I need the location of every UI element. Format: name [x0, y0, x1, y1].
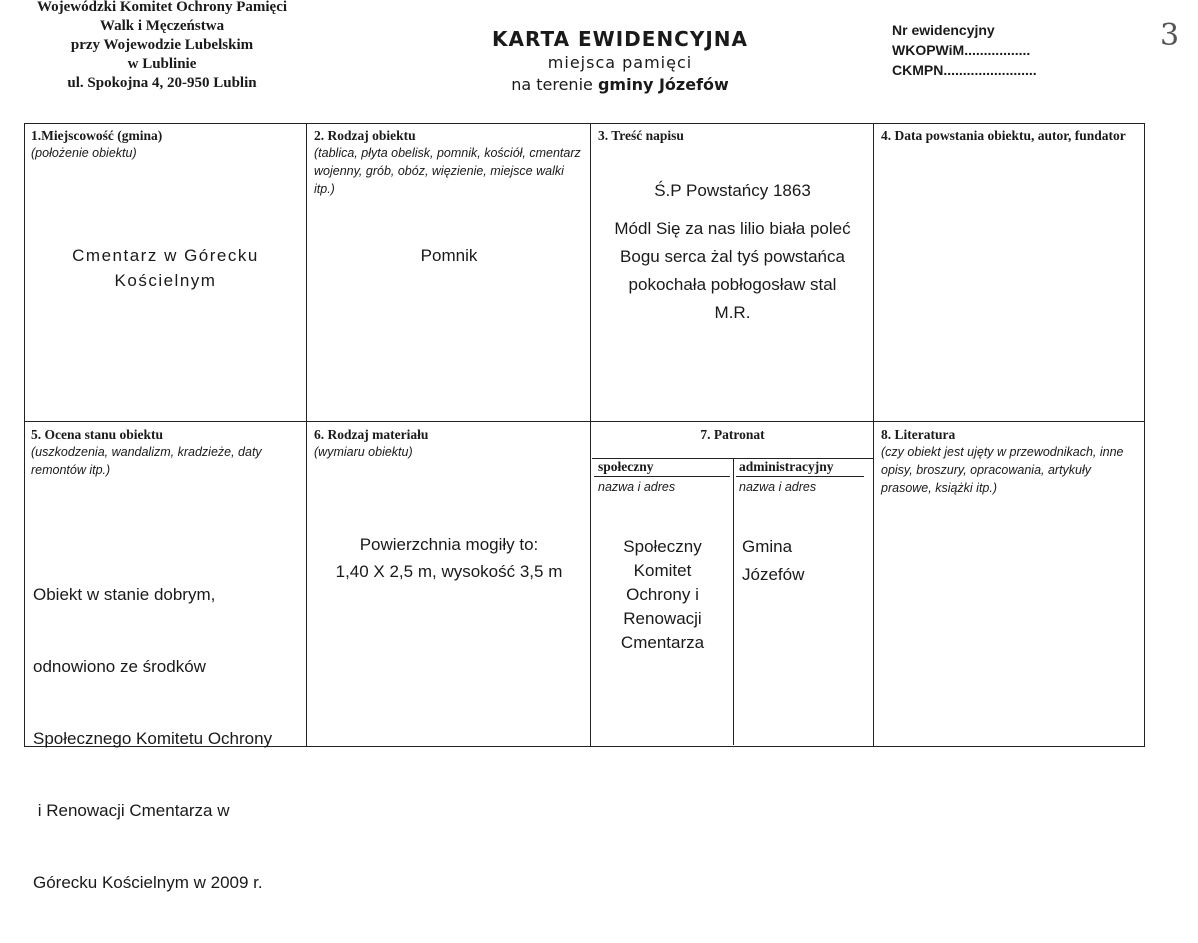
patronage-social-line: Społeczny	[623, 537, 702, 556]
org-line: ul. Spokojna 4, 20-950 Lublin	[67, 75, 257, 91]
patronage-admin-label: administracyjny	[739, 459, 834, 474]
section-heading: 4. Data powstania obiektu, autor, fundator	[881, 128, 1126, 143]
location-line: Kościelnym	[114, 271, 217, 290]
section-heading: 5. Ocena stanu obiektu	[31, 427, 164, 442]
section-heading: 8. Literatura	[881, 427, 956, 442]
section-heading: 6. Rodzaj materiału	[314, 427, 429, 442]
document-title-block	[420, 26, 820, 96]
inscription-line: pokochała pobłogosław stal	[628, 275, 837, 294]
section-hint: (tablica, płyta obelisk, pomnik, kościół, cmentarz wojenny, grób, obóz, więzienie, miejsce walki itp.)	[314, 146, 581, 196]
grid-divider	[306, 124, 307, 746]
section-literature	[875, 423, 1143, 745]
section-date-author	[875, 124, 1143, 421]
section-hint: (czy obiekt jest ujęty w przewodnikach, inne opisy, broszury, opracowania, artykuły prasowe, książki itp.)	[881, 445, 1124, 495]
patronage-social-line: Ochrony i	[626, 585, 699, 604]
section-object-type	[308, 124, 590, 421]
condition-line: Społecznego Komitetu Ochrony	[33, 729, 273, 748]
section-heading: 7. Patronat	[700, 427, 765, 442]
patronage-social-line: Cmentarza	[620, 633, 705, 652]
inscription-text	[592, 178, 873, 327]
section-inscription	[592, 124, 873, 421]
document-area	[420, 74, 820, 96]
section-condition	[25, 423, 306, 892]
condition-line: Górecku Kościelnym w 2009 r.	[33, 873, 263, 892]
org-line: Wojewódzki Komitet Ochrony Pamięci	[36, 0, 288, 15]
grid-divider	[873, 124, 874, 746]
section-hint: (położenie obiektu)	[31, 146, 137, 160]
patronage-admin-value	[742, 533, 804, 589]
org-line: w Lublinie	[127, 56, 197, 72]
patronage-divider	[733, 458, 734, 745]
section-hint: (wymiaru obiektu)	[314, 445, 413, 459]
section-hint: (uszkodzenia, wandalizm, kradzieże, daty remontów itp.)	[31, 445, 262, 477]
patronage-admin-line: Józefów	[742, 565, 805, 584]
organization-header	[22, 0, 302, 93]
section-location	[25, 124, 306, 421]
grid-divider	[25, 421, 1144, 422]
patronage-social-hint: nazwa i adres	[598, 480, 676, 494]
registration-wkopwim: WKOPWiM.................	[892, 42, 1031, 58]
section-heading: 1.Miejscowość (gmina)	[31, 128, 163, 143]
section-heading: 2. Rodzaj obiektu	[314, 128, 416, 143]
inscription-line: Módl Się za nas lilio biała poleć	[614, 219, 851, 238]
patronage-underline	[594, 476, 730, 477]
material-line: Powierzchnia mogiły to:	[359, 535, 539, 554]
material-text	[308, 531, 590, 585]
section-heading: 3. Treść napisu	[598, 128, 684, 143]
condition-line: odnowiono ze środków	[33, 657, 206, 676]
inscription-line: M.R.	[714, 303, 751, 322]
material-line: 1,40 X 2,5 m, wysokość 3,5 m	[335, 562, 563, 581]
area-gmina: gminy Józefów	[597, 75, 729, 94]
patronage-social-line: Komitet	[633, 561, 692, 580]
condition-text	[33, 535, 306, 943]
patronage-admin-hint: nazwa i adres	[739, 480, 817, 494]
patronage-social-line: Renowacji	[623, 609, 702, 628]
patronage-social-label: społeczny	[598, 459, 654, 474]
condition-line: i Renowacji Cmentarza w	[33, 801, 230, 820]
section-patronage	[592, 423, 873, 745]
patronage-underline	[736, 476, 864, 477]
patronage-social-value	[592, 535, 733, 655]
inscription-line: Bogu serca żal tyś powstańca	[620, 247, 845, 266]
section-material	[308, 423, 590, 745]
document-subtitle: miejsca pamięci	[547, 53, 693, 72]
record-form	[24, 123, 1145, 892]
location-value	[25, 243, 306, 293]
area-prefix: na terenie	[511, 75, 593, 94]
patronage-admin-line: Gmina	[742, 537, 793, 556]
document-title: KARTA EWIDENCYJNA	[492, 27, 748, 51]
registration-block	[892, 20, 1037, 80]
org-line: Walk i Męczeństwa	[99, 18, 225, 34]
page-number: 3	[1160, 18, 1180, 53]
registration-title: Nr ewidencyjny	[892, 22, 995, 38]
registration-ckmpn: CKMPN........................	[892, 62, 1037, 78]
grid-divider	[590, 124, 591, 746]
condition-line: Obiekt w stanie dobrym,	[33, 585, 216, 604]
org-line: przy Wojewodzie Lubelskim	[70, 37, 254, 53]
location-line: Cmentarz w Górecku	[72, 246, 259, 265]
inscription-line: Ś.P Powstańcy 1863	[654, 181, 811, 200]
object-type-value: Pomnik	[420, 246, 478, 265]
